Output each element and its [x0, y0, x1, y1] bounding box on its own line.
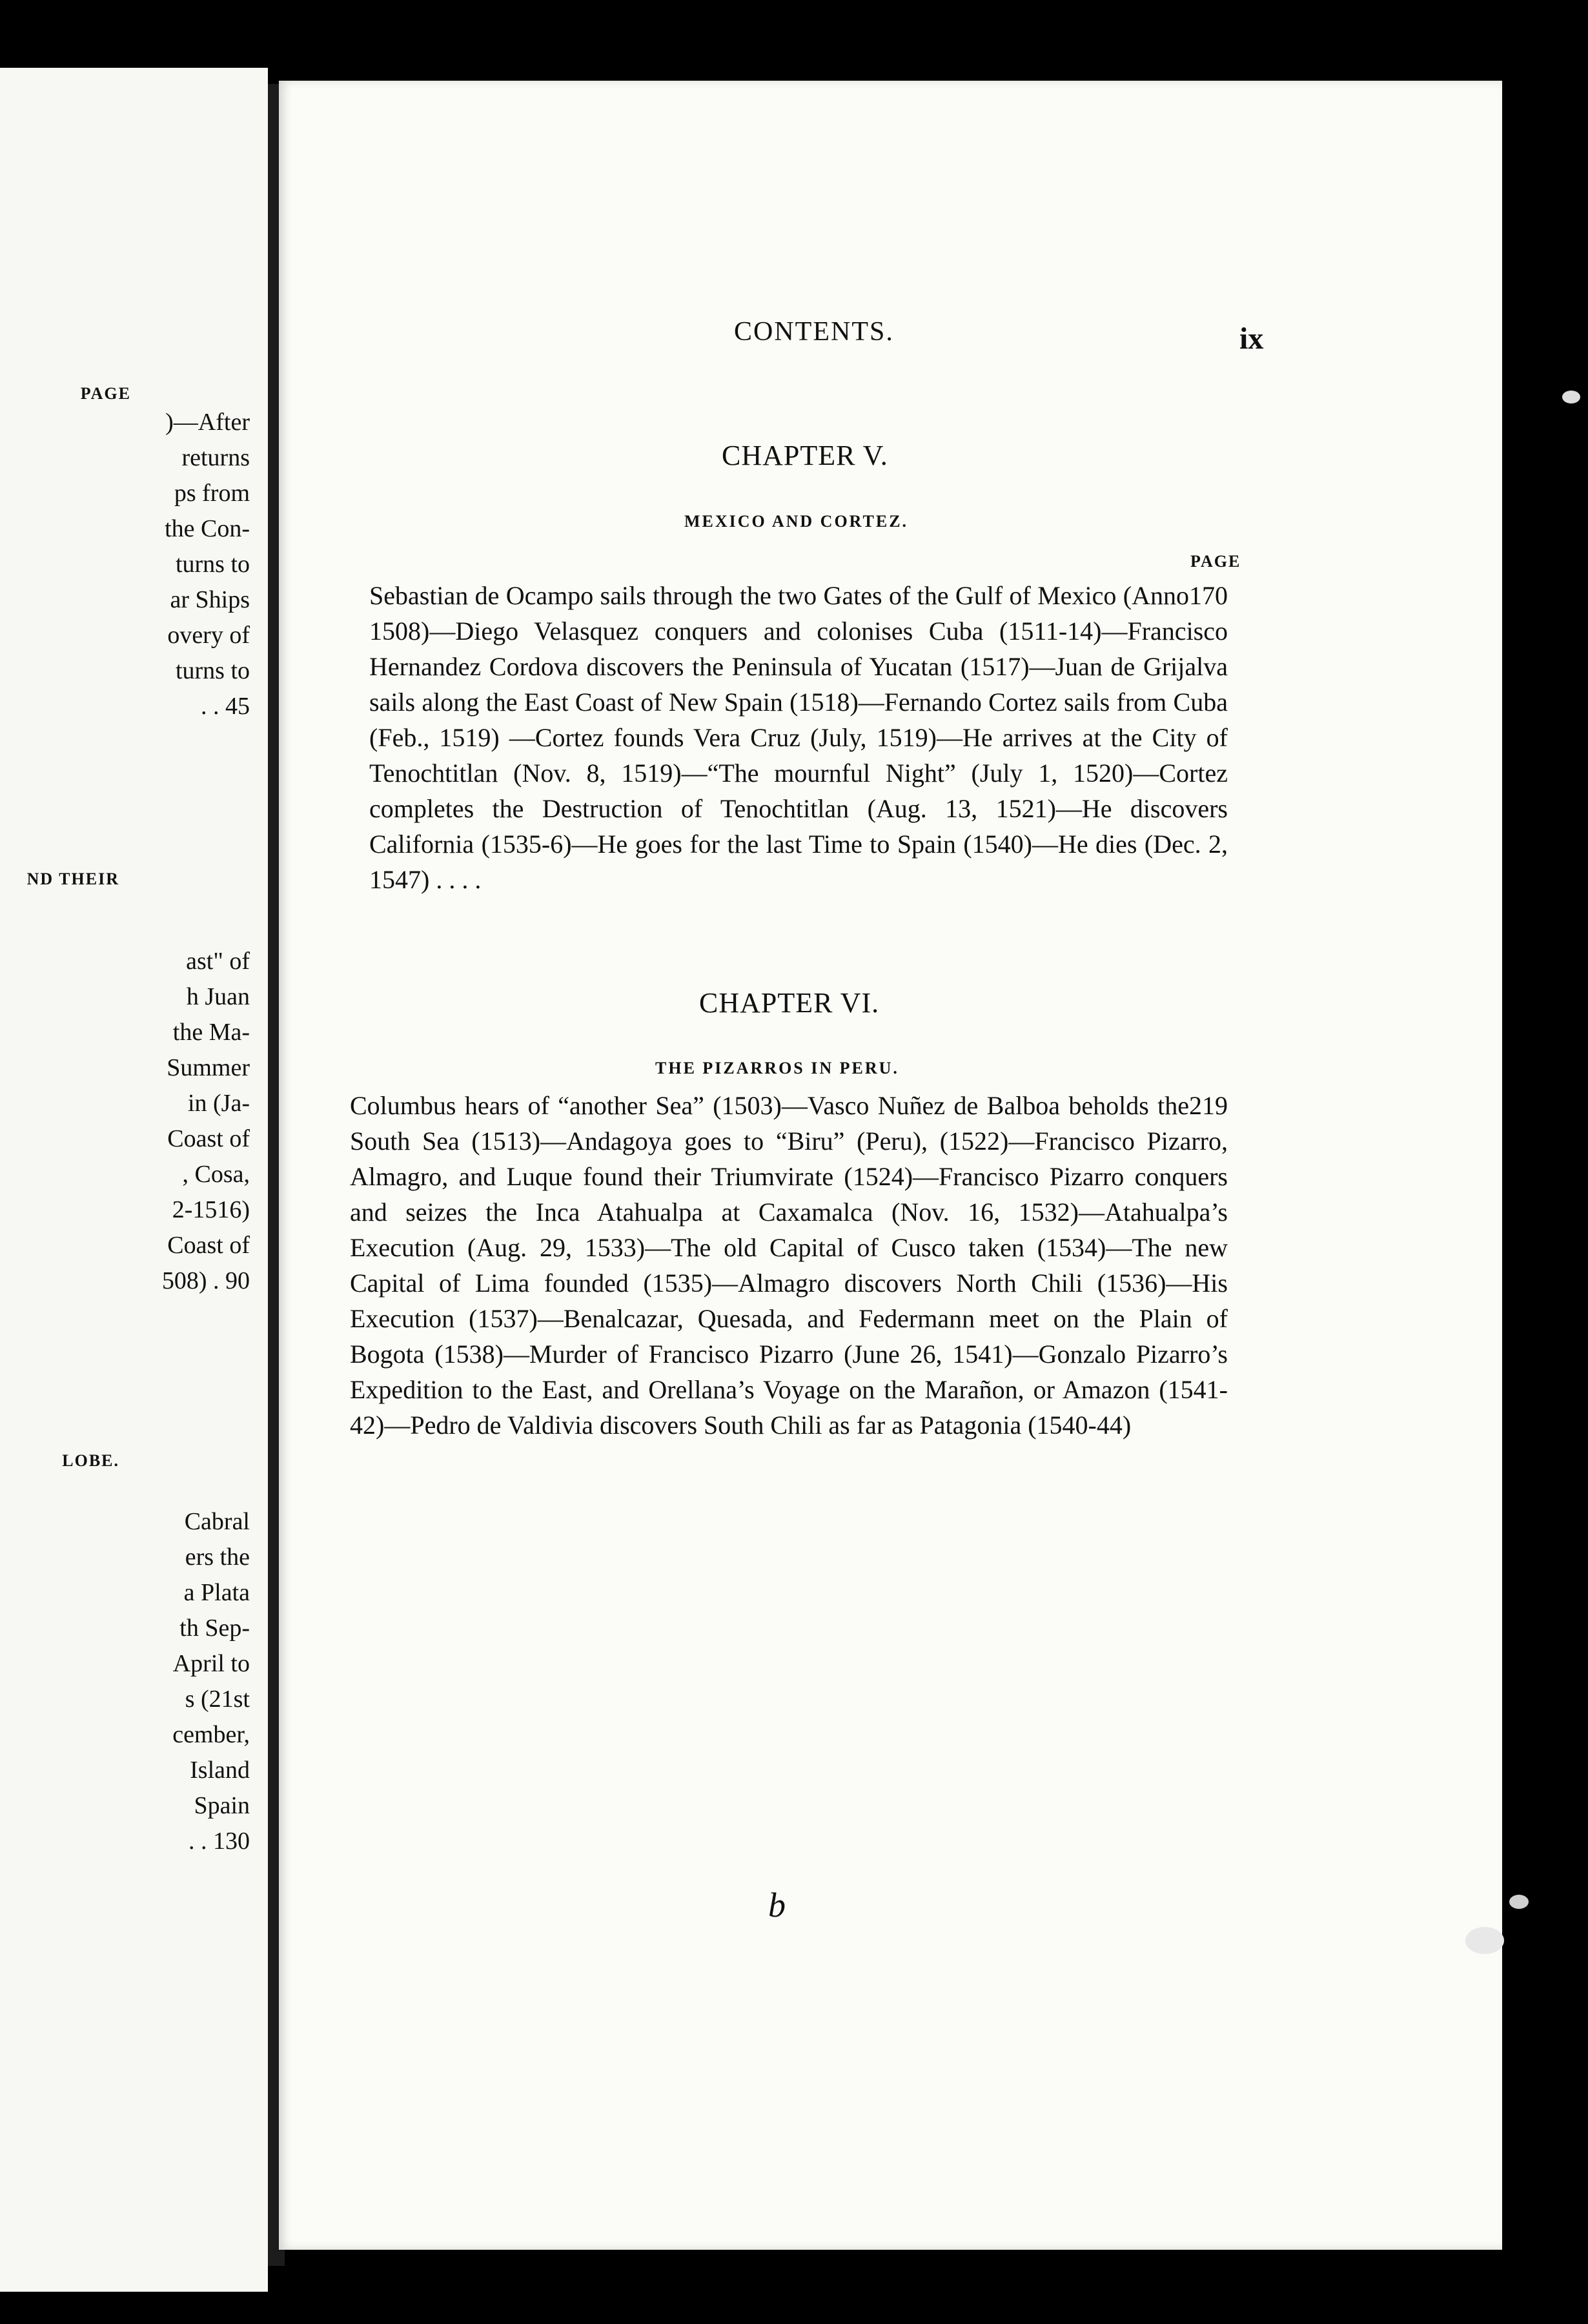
chapter-6-summary: Columbus hears of “another Sea” (1503)—Vasco Nuñez de Balboa beholds the South Sea (1513)—Andagoya goes to “Biru” (Peru), (1522)—Francisco Pizarro, Almagro, and Luque found their Triumvirate (1524)—Francisco Pizarro conquers and seizes the Inca Atahualpa at Caxamalca (Nov. 16, 1532)—Atahualpa’s Execution (Aug. 29, 1533)—The old Capital of Cusco taken (1534)—The new Capital of Lima founded (1535)—Almagro discovers North Chili (1536)—His Execution (1537)—Benalcazar, Quesada, and Federmann meet on the Plain of Bogota (1538)—Murder of Francisco Pizarro (June 26, 1541)—Gonzalo Pizarro’s Expedition to the East, and Orellana’s Voyage on the Marañon, or Amazon (1541-42)—Pedro de Valdivia discovers South Chili as far as Patagonia (1540-44) — [350, 1091, 1228, 1440]
left-page-line: , Cosa, — [182, 1161, 250, 1188]
left-page-line: Island — [190, 1757, 250, 1784]
chapter-5-page-number: 170 — [1189, 581, 1228, 610]
left-page-line: April to — [172, 1650, 250, 1677]
left-page-line: . . 130 — [188, 1828, 250, 1855]
left-page-line: th Sep- — [179, 1615, 250, 1642]
left-page-line: ps from — [174, 480, 250, 507]
chapter-5-title: CHAPTER V. — [722, 440, 888, 471]
left-page-line: turns to — [175, 657, 250, 684]
left-page-line: turns to — [175, 551, 250, 578]
left-page-line: a Plata — [183, 1579, 250, 1606]
scan-speck — [1509, 1895, 1529, 1909]
left-page-line: Coast of — [167, 1232, 250, 1259]
running-head: CONTENTS. — [734, 317, 894, 347]
left-page-line: . . 45 — [201, 693, 250, 720]
left-page-line: h Juan — [186, 983, 250, 1010]
scan-speck — [1562, 391, 1580, 403]
left-page-line: ar Ships — [170, 586, 250, 613]
left-page-line: overy of — [167, 622, 250, 649]
left-page-line: in (Ja- — [187, 1090, 250, 1117]
contents-page — [279, 81, 1502, 2250]
left-page-label: PAGE — [80, 384, 131, 403]
chapter-5-subtitle: MEXICO AND CORTEZ. — [684, 512, 909, 531]
left-page-line: Cabral — [184, 1508, 250, 1535]
left-page-line: Coast of — [167, 1125, 250, 1152]
left-page-line: ers the — [185, 1544, 250, 1571]
left-page-line: )—After — [165, 409, 250, 436]
left-page-line: s (21st — [185, 1686, 250, 1713]
signature-mark: b — [768, 1886, 786, 1924]
chapter-5-page-label: PAGE — [1190, 552, 1241, 571]
scan-speck — [1465, 1927, 1504, 1954]
left-page-line: 2-1516) — [172, 1196, 250, 1223]
left-page-line: the Con- — [165, 515, 250, 542]
chapter-6-entry — [350, 1088, 1228, 1443]
left-page-line: 508) . 90 — [161, 1267, 250, 1294]
chapter-6-subtitle: THE PIZARROS IN PERU. — [655, 1059, 899, 1077]
left-page-line: Summer — [167, 1054, 250, 1081]
left-page-line: ast" of — [186, 948, 250, 975]
left-heading-2: ND THEIR — [26, 870, 119, 888]
left-page-line: cember, — [172, 1721, 250, 1748]
left-page-line: the Ma- — [172, 1019, 250, 1046]
left-heading-3: LOBE. — [62, 1451, 119, 1470]
chapter-6-title: CHAPTER VI. — [699, 987, 880, 1019]
left-page-line: returns — [181, 444, 250, 471]
page-folio: ix — [1239, 321, 1264, 356]
previous-page-fragment — [0, 68, 268, 2292]
chapter-6-page-number: 219 — [1189, 1091, 1228, 1120]
left-page-line: Spain — [194, 1792, 250, 1819]
chapter-5-summary: Sebastian de Ocampo sails through the two Gates of the Gulf of Mexico (Anno 1508)—Diego Velasquez conquers and colonises Cuba (1511-14)—Francisco Hernandez Cordova discovers the Peninsula of Yucatan (1517)—Juan de Grijalva sails along the East Coast of New Spain (1518)—Fernando Cortez sails from Cuba (Feb., 1519) —Cortez founds Vera Cruz (July, 1519)—He arrives at the City of Tenochtitlan (Nov. 8, 1519)—“The mournful Night” (July 1, 1520)—Cortez completes the Destruction of Tenochtitlan (Aug. 13, 1521)—He discovers California (1535-6)—He goes for the last Time to Spain (1540)—He dies (Dec. 2, 1547) . . . . — [369, 581, 1228, 894]
chapter-5-entry — [369, 578, 1228, 897]
